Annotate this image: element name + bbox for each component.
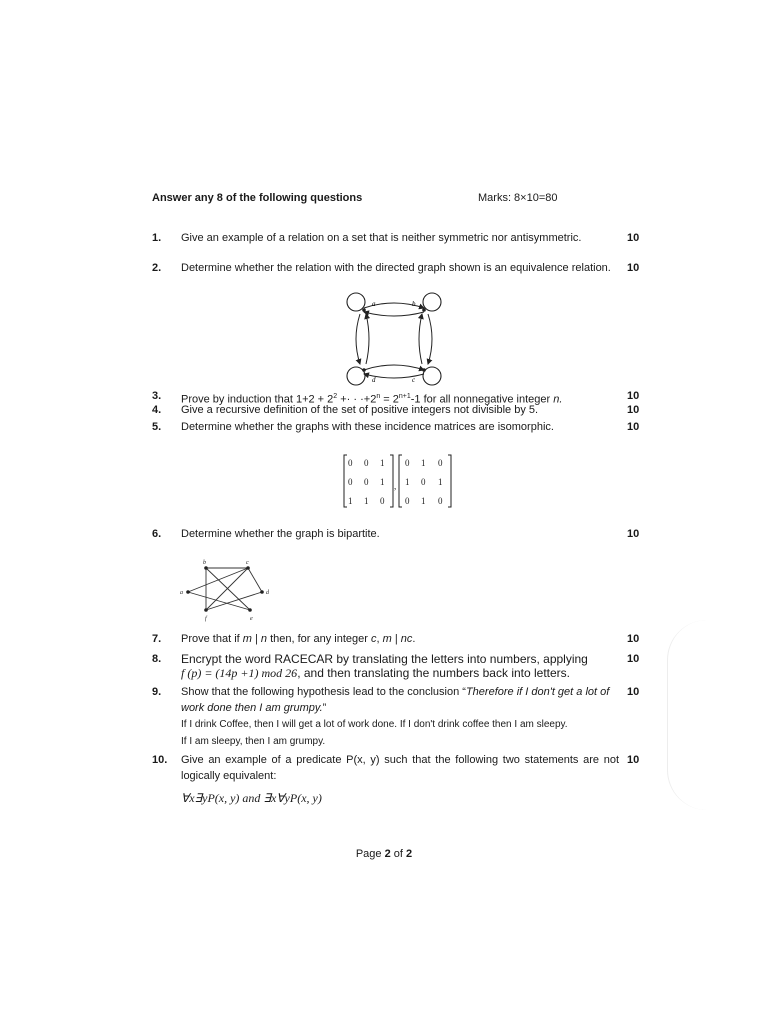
matrix-cell: 0 — [364, 477, 369, 487]
bipartite-graph-q6 — [176, 558, 276, 628]
text-part: Prove that if — [181, 633, 243, 645]
vertex-a — [362, 308, 366, 312]
question-text: Determine whether the relation with the directed graph shown is an equivalence relation. — [181, 262, 611, 274]
vertex-b — [204, 566, 208, 570]
variable: nc — [400, 633, 413, 645]
text-part: Give an example of a predicate P(x, y) such that the following two statements are not logically equivalent: — [181, 754, 619, 782]
question-text: Give a recursive definition of the set of positive integers not divisible by 5. — [181, 404, 539, 416]
page-total: 2 — [406, 848, 413, 860]
incidence-matrices-q5 — [342, 452, 454, 510]
marks-text: Marks: 8×10=80 — [478, 192, 558, 204]
question-text — [181, 684, 619, 750]
question-mark: 10 — [627, 528, 640, 540]
label-b: b — [203, 560, 206, 566]
bracket-right-open — [399, 455, 402, 507]
question-text: Determine whether the graphs with these incidence matrices are isomorphic. — [181, 421, 554, 433]
page-footer — [0, 848, 768, 860]
matrix-cell: 0 — [421, 477, 426, 487]
matrix-cell: 1 — [438, 477, 443, 487]
text-part: = 2 — [380, 393, 399, 406]
edge-a-d — [356, 314, 360, 364]
vertex-a — [186, 590, 190, 594]
question-text: Give an example of a relation on a set that is neither symmetric nor antisymmetric. — [181, 232, 582, 244]
text-part: , and then translating the numbers back into letters. — [297, 666, 571, 680]
hypothesis-line: If I am sleepy, then I am grumpy. — [181, 736, 326, 747]
variable: n. — [553, 393, 563, 406]
bracket-left-close — [390, 455, 393, 507]
edge-b-a — [364, 312, 424, 316]
question-number: 3. — [152, 390, 162, 402]
loop-a — [347, 293, 365, 311]
text-part: . — [412, 633, 416, 645]
hypothesis-line: If I drink Coffee, then I will get a lot of work done. If I don't drink coffee then I am sleepy. — [181, 719, 568, 730]
text-part: Prove by induction that 1+2 + 2 — [181, 393, 334, 406]
vertex-d — [260, 590, 264, 594]
question-text — [181, 752, 619, 807]
vertex-d — [362, 368, 366, 372]
question-mark: 10 — [627, 232, 640, 244]
question-number: 5. — [152, 421, 162, 433]
page-edge-shadow — [667, 620, 768, 810]
superscript: n — [376, 393, 381, 400]
label-d: d — [372, 376, 376, 384]
question-number: 2. — [152, 262, 162, 274]
edge-c-b — [419, 314, 422, 364]
question-number: 1. — [152, 232, 162, 244]
text-part: Show that the following hypothesis lead to the conclusion “ — [181, 686, 466, 698]
question-mark: 10 — [627, 686, 640, 698]
vertex-c — [246, 566, 250, 570]
exam-header — [152, 192, 632, 204]
edge-a-c — [188, 568, 248, 592]
text-part: | — [391, 633, 401, 645]
vertex-e — [248, 608, 252, 612]
matrix-cell: 0 — [348, 458, 353, 468]
edge-c-d — [248, 568, 262, 592]
question-mark: 10 — [627, 404, 640, 416]
matrix-cell: 1 — [421, 496, 426, 506]
text-part: Encrypt the word RACECAR by translating the letters into numbers, applying — [181, 652, 588, 666]
loop-b — [423, 293, 441, 311]
matrix-separator: , — [394, 481, 397, 491]
bracket-right-close — [448, 455, 451, 507]
question-mark: 10 — [627, 633, 640, 645]
matrix-cell: 0 — [438, 458, 443, 468]
matrix-cell: 1 — [405, 477, 410, 487]
question-mark: 10 — [627, 653, 640, 665]
page-number: 2 — [384, 848, 391, 860]
formula: ∀x∃yP(x, y) and ∃x∀yP(x, y) — [181, 791, 322, 805]
question-text: Determine whether the graph is bipartite. — [181, 528, 380, 540]
label-e: e — [250, 616, 253, 622]
edge-b-c — [428, 314, 432, 364]
matrix-cell: 1 — [380, 477, 385, 487]
variable: m — [242, 633, 252, 645]
question-mark: 10 — [627, 262, 640, 274]
question-mark: 10 — [627, 390, 640, 402]
text-part: , — [376, 633, 383, 645]
vertex-f — [204, 608, 208, 612]
text-part: | — [251, 633, 261, 645]
matrix-cell: 0 — [380, 496, 385, 506]
edge-d-c — [364, 365, 424, 370]
matrix-cell: 1 — [380, 458, 385, 468]
question-number: 6. — [152, 528, 162, 540]
label-a: a — [180, 590, 183, 596]
footer-text: of — [390, 848, 407, 860]
question-number: 10. — [152, 754, 168, 766]
matrix-cell: 0 — [438, 496, 443, 506]
instruction-text: Answer any 8 of the following questions — [152, 192, 363, 204]
question-text — [181, 633, 619, 646]
text-part: -1 for all nonnegative integer — [410, 393, 554, 406]
matrix-cell: 0 — [405, 458, 410, 468]
question-number: 9. — [152, 686, 162, 698]
vertex-c — [422, 368, 426, 372]
matrix-cell: 1 — [348, 496, 353, 506]
text-part: +· · ·+2 — [337, 393, 377, 406]
label-b: b — [412, 300, 416, 308]
variable: n — [260, 633, 268, 645]
formula: f (p) = (14p +1) mod 26 — [181, 666, 298, 680]
question-number: 4. — [152, 404, 162, 416]
matrix-cell: 1 — [421, 458, 426, 468]
label-c: c — [246, 560, 249, 566]
question-mark: 10 — [627, 754, 640, 766]
question-text — [181, 652, 619, 680]
matrix-cell: 0 — [348, 477, 353, 487]
question-number: 7. — [152, 633, 162, 645]
footer-text: Page — [355, 848, 385, 860]
directed-graph-q2 — [340, 290, 450, 390]
variable: m — [382, 633, 392, 645]
question-number: 8. — [152, 653, 162, 665]
superscript: n+1 — [398, 393, 411, 400]
text-part: then, for any integer — [267, 633, 371, 645]
conclusion-text: Therefore if I don't get a lot of work done then I am grumpy. — [181, 686, 610, 714]
variable: c — [371, 633, 377, 645]
superscript: 2 — [333, 393, 338, 400]
text-part: ” — [322, 702, 327, 714]
bracket-left-open — [344, 455, 347, 507]
label-a: a — [372, 300, 376, 308]
vertex-b — [422, 308, 426, 312]
matrix-cell: 1 — [364, 496, 369, 506]
label-c: c — [412, 376, 416, 384]
matrix-cell: 0 — [364, 458, 369, 468]
question-mark: 10 — [627, 421, 640, 433]
matrix-cell: 0 — [405, 496, 410, 506]
label-d: d — [266, 590, 269, 596]
label-f: f — [205, 616, 207, 622]
edge-d-a — [366, 314, 369, 364]
